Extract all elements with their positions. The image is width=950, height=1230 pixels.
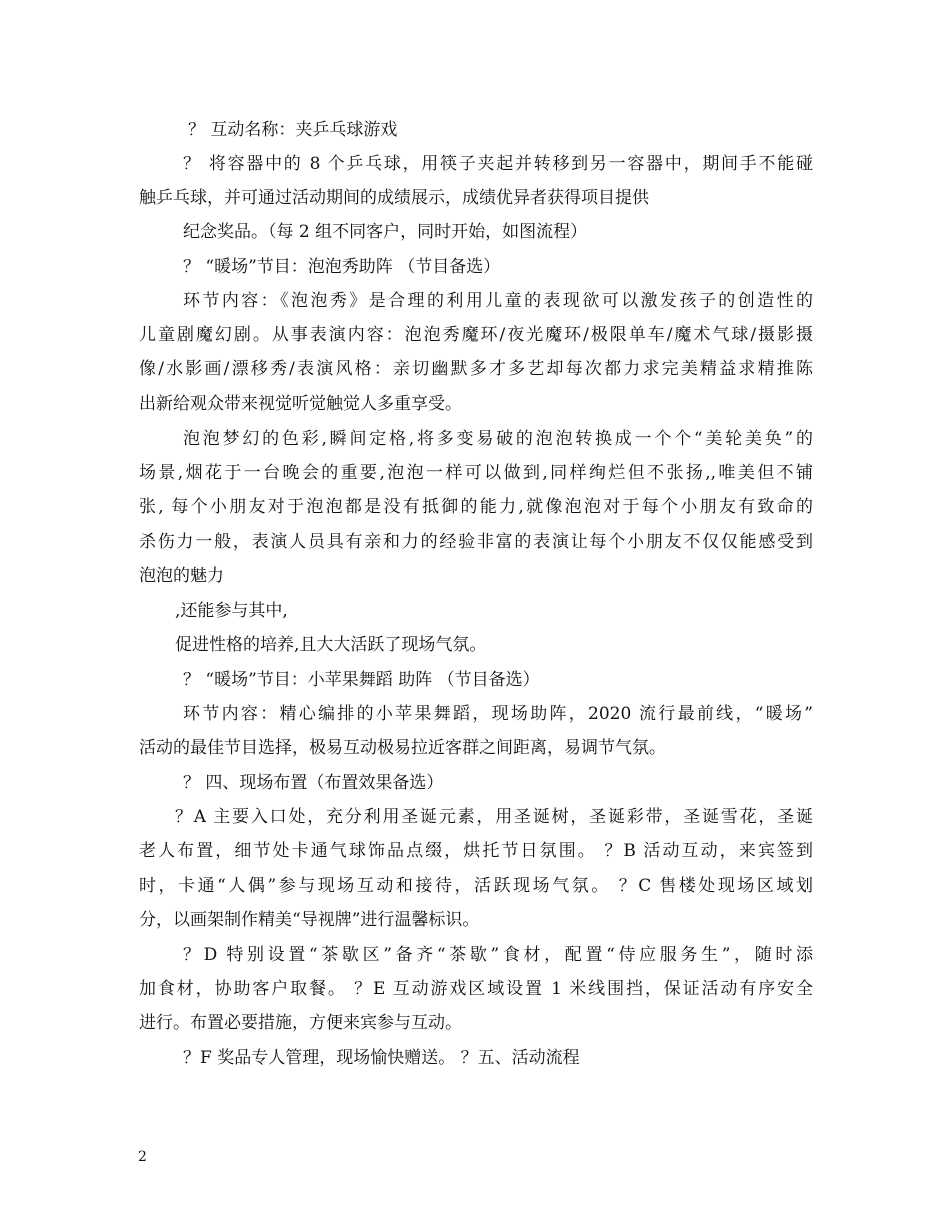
text-line-6: 环节内容：《泡泡秀》是合理的利用儿童的表现欲可以激发孩子的创造性的 [183, 291, 813, 311]
text-line-24: 分，以画架制作精美“导视牌”进行温馨标识。 [139, 910, 480, 930]
text-line-12: 张, 每个小朋友对于泡泡都是没有抵御的能力,就像泡泡对于每个小朋友有致命的 [139, 497, 813, 517]
text-line-7: 儿童剧魔幻剧。从事表演内容：泡泡秀魔环/夜光魔环/极限单车/魔术气球/摄影摄 [139, 325, 813, 345]
text-line-16: 促进性格的培养,且大大活跃了现场气氛。 [175, 635, 487, 655]
page-number: 2 [138, 1149, 147, 1165]
text-line-28: ？F 奖品专人管理，现场愉快赠送。 ？五、活动流程 [183, 1048, 580, 1068]
text-line-11: 场景,烟花于一台晚会的重要,泡泡一样可以做到,同样绚烂但不张扬,,唯美但不铺 [139, 463, 813, 483]
text-line-1: ？ 互动名称：夹乒乓球游戏 [188, 120, 398, 140]
text-line-23: 时，卡通“人偶”参与现场互动和接待，活跃现场气氛。 ？C 售楼处现场区域划 [139, 876, 813, 896]
text-line-20: ？ 四、现场布置（布置效果备选） [183, 773, 444, 793]
text-line-17: ？ “暖场”节目：小苹果舞蹈 助阵 （节目备选） [183, 670, 540, 690]
text-line-9: 出新给观众带来视觉听觉触觉人多重享受。 [139, 394, 462, 414]
text-line-22: 老人布置，细节处卡通气球饰品点缀，烘托节日氛围。 ？B 活动互动，来宾签到 [139, 841, 813, 861]
text-line-15: ,还能参与其中, [175, 601, 288, 621]
text-line-21: ？A 主要入口处，充分利用圣诞元素，用圣诞树，圣诞彩带，圣诞雪花，圣诞 [175, 807, 813, 827]
text-line-18: 环节内容：精心编排的小苹果舞蹈，现场助阵，2020 流行最前线，“暖场” [183, 704, 813, 724]
text-line-8: 像/水影画/漂移秀/表演风格：亲切幽默多才多艺却每次都力求完美精益求精推陈 [139, 359, 813, 379]
text-line-10: 泡泡梦幻的色彩,瞬间定格,将多变易破的泡泡转换成一个个“美轮美奂”的 [183, 429, 813, 449]
text-line-26: 加食材，协助客户取餐。 ？E 互动游戏区域设置 1 米线围挡，保证活动有序安全 [139, 979, 813, 999]
text-line-14: 泡泡的魅力 [139, 566, 224, 586]
text-line-3: 触乒乓球，并可通过活动期间的成绩展示，成绩优异者获得项目提供 [139, 188, 649, 208]
text-line-4: 纪念奖品。（每 2 组不同客户，同时开始，如图流程） [183, 222, 588, 242]
text-line-13: 杀伤力一般，表演人员具有亲和力的经验非富的表演让每个小朋友不仅仅能感受到 [139, 532, 813, 552]
text-line-5: ？ “暖场”节目：泡泡秀助阵 （节目备选） [183, 257, 501, 277]
text-line-19: 活动的最佳节目选择，极易互动极易拉近客群之间距离，易调节气氛。 [139, 738, 666, 758]
text-line-25: ？D 特别设置“茶歇区”备齐“茶歇”食材，配置“侍应服务生”，随时添 [183, 945, 813, 965]
text-line-2: ？ 将容器中的 8 个乒乓球，用筷子夹起并转移到另一容器中，期间手不能碰 [183, 154, 813, 174]
text-line-27: 进行。布置必要措施，方便来宾参与互动。 [139, 1013, 462, 1033]
